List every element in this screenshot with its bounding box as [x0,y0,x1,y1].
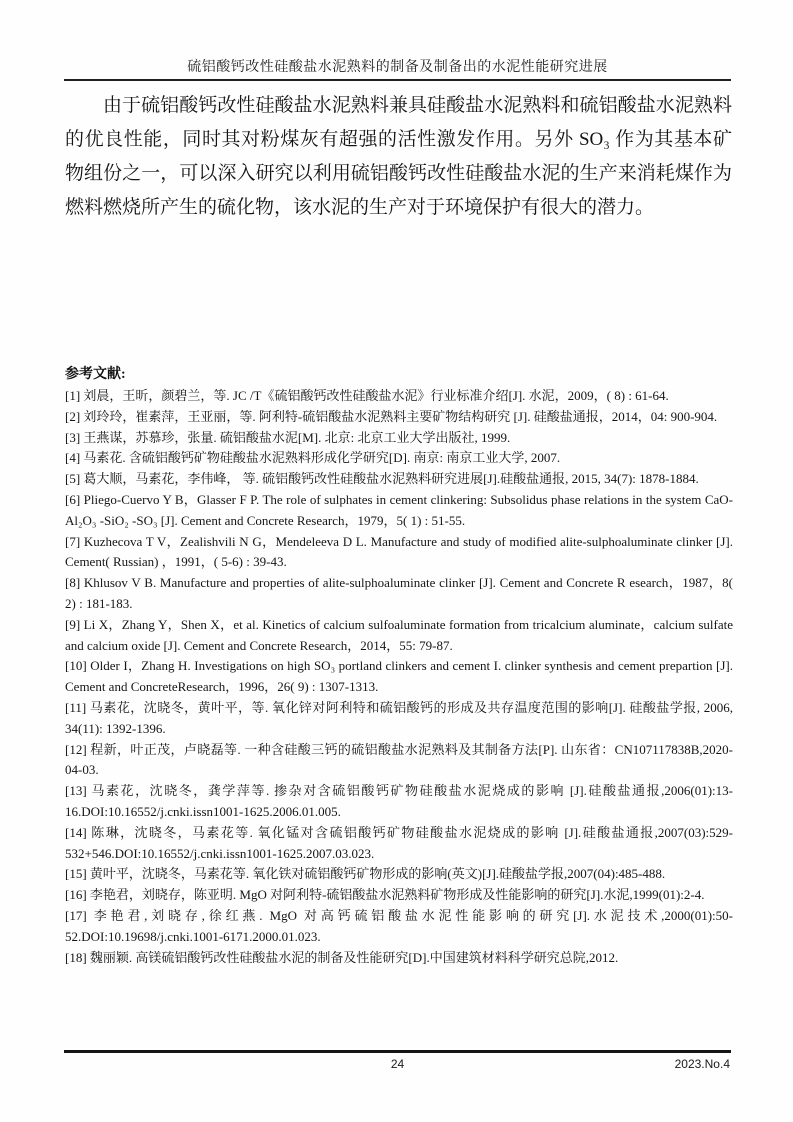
reference-item: [13] 马素花，沈晓冬，龚学萍等. 掺杂对含硫铝酸钙矿物硅酸盐水泥烧成的影响 [J].硅酸盐通报,2006(01):13-16.DOI:10.16552/j.cnki.issn1001-1625.2006.01.005. [65,783,733,819]
page-number: 24 [390,1057,405,1071]
reference-item: [1] 刘晨，王昕，颜碧兰，等. JC /T《硫铝酸钙改性硅酸盐水泥》行业标准介绍[J]. 水泥，2009，( 8) : 61-64. [65,388,669,403]
reference-item: [3] 王燕谋，苏慕珍，张量. 硫铝酸盐水泥[M]. 北京: 北京工业大学出版社, 1999. [65,429,511,445]
reference-item: [14] 陈琳，沈晓冬，马素花等. 氧化锰对含硫铝酸钙矿物硅酸盐水泥烧成的影响 [J].硅酸盐通报,2007(03):529-532+546.DOI:10.16552/j.cnki.issn1001-1625.2007.03.023. [65,824,733,861]
reference-item: [2] 刘玲玲，崔素萍，王亚丽，等. 阿利特-硫铝酸盐水泥熟料主要矿物结构研究 [J]. 硅酸盐通报，2014，04: 900-904. [65,408,718,424]
body-paragraph: 由于硫铝酸钙改性硅酸盐水泥熟料兼具硅酸盐水泥熟料和硫铝酸盐水泥熟料的优良性能，同时其对粉煤灰有超强的活性激发作用。另外 SO₃ 作为其基本矿物组份之一，可以深入研究以利用硫铝酸钙改性硅酸盐水泥的生产来消耗煤作为燃料燃烧所产生的硫化物，该水泥的生产对于环境保护有很大的潜力。 [65,95,732,218]
reference-item: [18] 魏丽颖. 高镁硫铝酸钙改性硅酸盐水泥的制备及性能研究[D].中国建筑材料科学研究总院,2012. [65,949,619,965]
references-list [65,386,733,968]
running-header-title: 硫铝酸钙改性硅酸盐水泥熟料的制备及制备出的水泥性能研究进展 [187,60,608,75]
reference-item: [11] 马素花，沈晓冬，黄叶平，等. 氧化锌对阿利特和硫铝酸钙的形成及共存温度范围的影响[J]. 硅酸盐学报, 2006, 34(11): 1392-1396. [65,699,733,736]
reference-item: [7] Kuzhecova T V，Zealishvili N G，Mendeleeva D L. Manufacture and study of modified alite-sulphoaluminate clinker [J]. Cement( Russian) ，1991，( 5-6) : 39-43. [65,533,733,570]
reference-item: [10] Older I，Zhang H. Investigations on high SO₃ portland clinkers and cement I. clinker synthesis and cement prepartion [J]. Cement and ConcreteResearch，1996，26( 9) : 1307-1313. [65,658,733,695]
reference-item: [4] 马素花. 含硫铝酸钙矿物硅酸盐水泥熟料形成化学研究[D]. 南京: 南京工业大学, 2007. [65,450,561,466]
reference-item: [5] 葛大顺，马素花，李伟峰， 等. 硫铝酸钙改性硅酸盐水泥熟料研究进展[J].硅酸盐通报, 2015, 34(7): 1878-1884. [65,471,699,487]
reference-item: [6] Pliego-Cuervo Y B，Glasser F P. The role of sulphates in cement clinkering: Subsolidus phase relations in the system CaO-Al₂O₃ -SiO₂ -SO₃ [J]. Cement and Concrete Research，1979，5( 1) : 51-55. [65,491,733,528]
footer-divider [64,1050,731,1053]
references-heading: 参考文献: [65,367,126,382]
reference-item: [17] 李艳君,刘晓存,徐红燕. MgO 对高钙硫铝酸盐水泥性能影响的研究[J].水泥技术,2000(01):50-52.DOI:10.19698/j.cnki.1001-6171.2000.01.023. [65,907,733,944]
reference-item: [8] Khlusov V B. Manufacture and properties of alite-sulphoaluminate clinker [J]. Cement and Concrete R esearch，1987，8( 2) : 181-183. [65,575,733,611]
reference-item: [9] Li X，Zhang Y，Shen X，et al. Kinetics of calcium sulfoaluminate formation from tricalcium aluminate，calcium sulfate and calcium oxide [J]. Cement and Concrete Research，2014，55: 79-87. [65,616,733,653]
reference-item: [12] 程新，叶正茂，卢晓磊等. 一种含硅酸三钙的硫铝酸盐水泥熟料及其制备方法[P]. 山东省：CN107117838B,2020-04-03. [65,741,733,778]
reference-item: [16] 李艳君，刘晓存，陈亚明. MgO 对阿利特-硫铝酸盐水泥熟料矿物形成及性能影响的研究[J].水泥,1999(01):2-4. [65,887,705,903]
reference-item: [15] 黄叶平，沈晓冬，马素花等. 氧化铁对硫铝酸钙矿物形成的影响(英文)[J].硅酸盐学报,2007(04):485-488. [65,866,666,882]
issue-label: 2023.No.4 [674,1057,730,1071]
header-divider [64,79,731,81]
